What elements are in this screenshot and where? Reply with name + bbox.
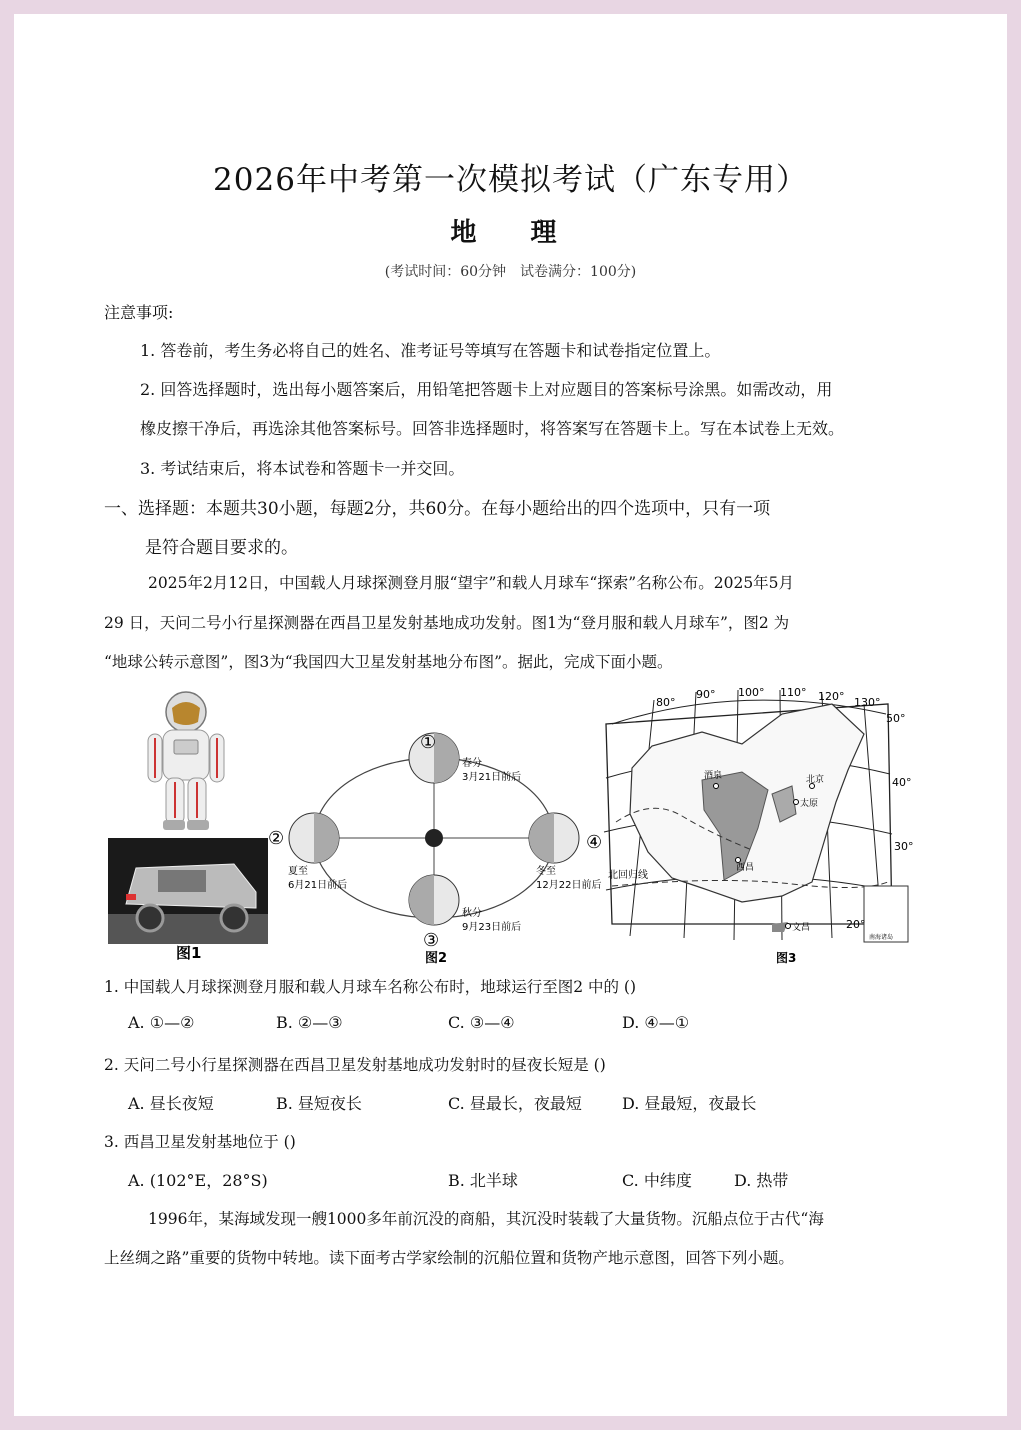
longitude-label: 120° <box>818 690 845 703</box>
longitude-label: 110° <box>780 686 807 699</box>
answer-option: B. ②—③ <box>276 1013 343 1032</box>
answer-option: C. ③—④ <box>448 1013 515 1032</box>
spacesuit-illustration <box>148 692 224 830</box>
notice-item: 1. 答卷前，考生务必将自己的姓名、准考证号等填写在答题卡和试卷指定位置上。 <box>140 341 721 360</box>
site-label: 北京 <box>806 775 825 785</box>
latitude-label: 40° <box>892 776 912 789</box>
position-date: 9月23日前后 <box>462 922 522 933</box>
figure-2-label: 图2 <box>425 951 448 966</box>
subject-title: 地 理 <box>450 218 571 248</box>
answer-option: B. 昼短夜长 <box>276 1094 362 1113</box>
site-label: 酒泉 <box>704 771 723 781</box>
exam-title: 2026年中考第一次模拟考试（广东专用） <box>213 162 808 198</box>
position-number: ④ <box>586 832 603 853</box>
question-stem: 2. 天问二号小行星探测器在西昌卫星发射基地成功发射时的昼夜长短是 () <box>104 1056 606 1074</box>
figure-2 <box>262 704 607 966</box>
latitude-label: 20° <box>846 918 866 931</box>
notice-heading: 注意事项: <box>104 303 174 322</box>
answer-option: A. 昼长夜短 <box>128 1094 214 1113</box>
longitude-label: 90° <box>696 688 716 701</box>
answer-option: A. ①—② <box>128 1013 195 1032</box>
notice-item: 2. 回答选择题时，选出每小题答案后，用铅笔把答题卡上对应题目的答案标号涂黑。如需改动，用 <box>140 380 833 399</box>
exam-meta: (考试时间：60分钟 试卷满分：100分) <box>384 264 637 280</box>
latitude-label: 30° <box>894 840 914 853</box>
exam-page <box>14 14 1007 1416</box>
question-stem: 1. 中国载人月球探测登月服和载人月球车名称公布时，地球运行至图2 中的 () <box>104 978 637 996</box>
answer-option: D. 昼最短，夜最长 <box>622 1094 757 1113</box>
passage-line: 1996年，某海域发现一艘1000多年前沉没的商船，其沉没时装载了大量货物。沉船点位于古代“海 <box>148 1210 824 1228</box>
answer-option: C. 昼最长，夜最短 <box>448 1094 582 1113</box>
position-name: 夏至 <box>288 866 308 877</box>
position-name: 春分 <box>462 758 482 769</box>
sun <box>425 829 443 847</box>
position-number: ③ <box>423 930 440 951</box>
answer-option: B. 北半球 <box>448 1171 518 1190</box>
longitude-label: 130° <box>854 696 881 709</box>
section-heading: 一、选择题：本题共30小题，每题2分，共60分。在每小题给出的四个选项中，只有一项 <box>104 499 771 519</box>
latitude-label: 50° <box>886 712 906 725</box>
site-label: 西昌 <box>736 863 755 873</box>
site-label: 太原 <box>800 799 819 809</box>
tropic-label: 北回归线 <box>608 870 648 881</box>
figure-3-label: 图3 <box>776 951 797 965</box>
position-name: 秋分 <box>462 908 482 919</box>
longitude-label: 100° <box>738 686 765 699</box>
position-date: 12月22日前后 <box>536 880 602 891</box>
notice-item: 3. 考试结束后，将本试卷和答题卡一并交回。 <box>140 459 465 478</box>
passage-line: “地球公转示意图”，图3为“我国四大卫星发射基地分布图”。据此，完成下面小题。 <box>104 653 673 671</box>
passage-line: 29 日，天问二号小行星探测器在西昌卫星发射基地成功发射。图1为“登月服和载人月球车”，图2 为 <box>104 614 790 632</box>
position-name: 冬至 <box>536 866 556 877</box>
answer-option: A. (102°E，28°S) <box>128 1171 268 1190</box>
figure-1 <box>106 682 276 962</box>
position-number: ① <box>420 732 437 753</box>
section-heading-cont: 是符合题目要求的。 <box>145 538 298 558</box>
passage-line: 上丝绸之路”重要的货物中转地。读下面考古学家绘制的沉船位置和货物产地示意图，回答下列小题。 <box>104 1249 794 1267</box>
figure-3 <box>592 674 914 966</box>
passage-line: 2025年2月12日，中国载人月球探测登月服“望宇”和载人月球车“探索”名称公布。2025年5月 <box>148 574 795 592</box>
position-date: 3月21日前后 <box>462 772 522 783</box>
site-label: 文昌 <box>792 923 811 933</box>
answer-option: D. ④—① <box>622 1013 690 1032</box>
longitude-label: 80° <box>656 696 676 709</box>
position-date: 6月21日前后 <box>288 880 348 891</box>
figure-1-label: 图1 <box>176 944 202 962</box>
inset-label: 南海诸岛 <box>869 934 894 941</box>
answer-option: D. 热带 <box>734 1171 789 1190</box>
answer-option: C. 中纬度 <box>622 1171 692 1190</box>
notice-item: 橡皮擦干净后，再选涂其他答案标号。回答非选择题时，将答案写在答题卡上。写在本试卷上无效。 <box>140 419 845 438</box>
question-stem: 3. 西昌卫星发射基地位于 () <box>104 1133 296 1151</box>
position-number: ② <box>268 828 285 849</box>
lunar-rover-photo <box>108 838 268 944</box>
